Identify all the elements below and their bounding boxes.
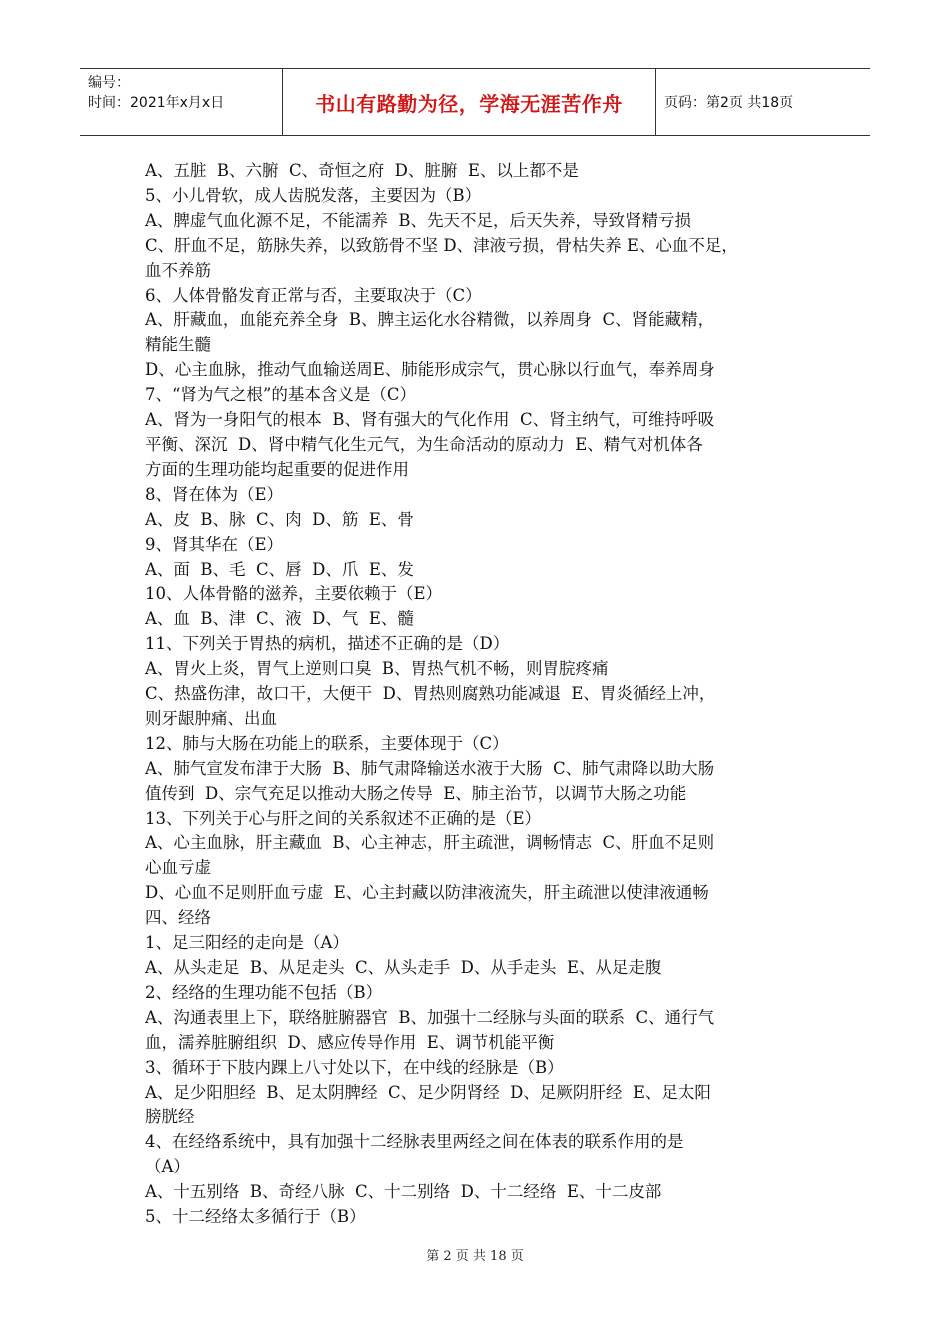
text-line: 方面的生理功能均起重要的促进作用: [145, 459, 409, 479]
text-line: 血，濡养脏腑组织 D、感应传导作用 E、调节机能平衡: [145, 1032, 555, 1052]
text-line: A、足少阳胆经 B、足太阴脾经 C、足少阴肾经 D、足厥阴肝经 E、足太阳: [145, 1082, 711, 1102]
number-label: 编号：: [88, 75, 130, 91]
header-meta: [80, 69, 283, 135]
text-line: A、十五别络 B、奇经八脉 C、十二别络 D、十二经络 E、十二皮部: [145, 1182, 662, 1202]
text-line: 值传到 D、宗气充足以推动大肠之传导 E、肺主治节，以调节大肠之功能: [145, 783, 687, 803]
text-line: A、心主血脉，肝主藏血 B、心主神志，肝主疏泄，调畅情志 C、肝血不足则: [145, 833, 715, 853]
text-line: D、心血不足则肝血亏虚 E、心主封藏以防津液流失，肝主疏泄以使津液通畅: [145, 883, 709, 903]
text-line: C、热盛伤津，故口干，大便干 D、胃热则腐熟功能减退 E、胃炎循经上冲，: [145, 684, 716, 704]
text-line: 7、“肾为气之根”的基本含义是（C）: [145, 385, 416, 405]
text-line: A、血 B、津 C、液 D、气 E、髓: [145, 609, 414, 629]
text-line: 1、足三阳经的走向是（A）: [145, 933, 349, 953]
page-header: [80, 68, 870, 136]
text-line: A、肝藏血，血能充养全身 B、脾主运化水谷精微，以养周身 C、肾能藏精，: [145, 310, 715, 330]
text-line: A、胃火上炎，胃气上逆则口臭 B、胃热气机不畅，则胃脘疼痛: [145, 659, 609, 679]
text-line: A、沟通表里上下，联络脏腑器官 B、加强十二经脉与头面的联系 C、通行气: [145, 1007, 715, 1027]
header-page-info: 页码：第2页 共18页: [664, 95, 794, 111]
text-line: （A）: [145, 1157, 190, 1177]
text-line: A、五脏 B、六腑 C、奇恒之府 D、脏腑 E、以上都不是: [145, 161, 579, 180]
page-footer: 第 2 页 共 18 页: [426, 1249, 524, 1264]
time-label: 时间：2021年x月x日: [88, 95, 225, 111]
text-line: A、从头走足 B、从足走头 C、从头走手 D、从手走头 E、从足走腹: [145, 958, 662, 977]
text-line: 9、肾其华在（E）: [145, 534, 284, 554]
text-line: A、肾为一身阳气的根本 B、肾有强大的气化作用 C、肾主纳气，可维持呼吸: [145, 410, 715, 430]
text-line: A、肺气宣发布津于大肠 B、肺气肃降输送水液于大肠 C、肺气肃降以助大肠: [145, 758, 715, 778]
text-line: A、面 B、毛 C、唇 D、爪 E、发: [145, 559, 414, 579]
text-line: A、皮 B、脉 C、肉 D、筋 E、骨: [145, 509, 414, 529]
text-line: 平衡、深沉 D、肾中精气化生元气，为生命活动的原动力 E、精气对机体各: [145, 434, 703, 454]
text-line: 血不养筋: [145, 260, 211, 280]
text-line: 12、肺与大肠在功能上的联系，主要体现于（C）: [145, 733, 509, 753]
text-line: 2、经络的生理功能不包括（B）: [145, 982, 383, 1002]
text-line: 8、肾在体为（E）: [145, 484, 284, 504]
text-line: 膀胱经: [145, 1107, 195, 1127]
text-line: 精能生髓: [145, 335, 211, 355]
text-line: D、心主血脉，推动气血输送周E、肺能形成宗气，贯心脉以行血气，奉养周身: [145, 360, 715, 380]
document-body: [145, 159, 810, 1230]
text-line: 5、十二经络太多循行于（B）: [145, 1207, 366, 1227]
text-line: A、脾虚气血化源不足，不能濡养 B、先天不足，后天失养，导致肾精亏损: [145, 210, 692, 230]
text-line: 6、人体骨骼发育正常与否，主要取决于（C）: [145, 285, 482, 305]
text-line: 心血亏虚: [145, 858, 211, 878]
text-line: 则牙龈肿痛、出血: [145, 708, 277, 728]
text-line: 4、在经络系统中，具有加强十二经脉表里两经之间在体表的联系作用的是: [145, 1132, 684, 1152]
text-line: 5、小儿骨软，成人齿脱发落，主要因为（B）: [145, 185, 482, 205]
header-motto: 书山有路勤为径，学海无涯苦作舟: [283, 69, 656, 135]
text-line: 11、下列关于胃热的病机，描述不正确的是（D）: [145, 634, 510, 654]
text-line: 13、下列关于心与肝之间的关系叙述不正确的是（E）: [145, 808, 542, 828]
text-line: 四、经络: [145, 908, 211, 928]
text-line: C、肝血不足，筋脉失养，以致筋骨不坚 D、津液亏损，骨枯失养 E、心血不足，: [145, 235, 738, 255]
text-line: 3、循环于下肢内踝上八寸处以下，在中线的经脉是（B）: [145, 1057, 564, 1077]
text-line: 10、人体骨骼的滋养，主要依赖于（E）: [145, 584, 443, 604]
